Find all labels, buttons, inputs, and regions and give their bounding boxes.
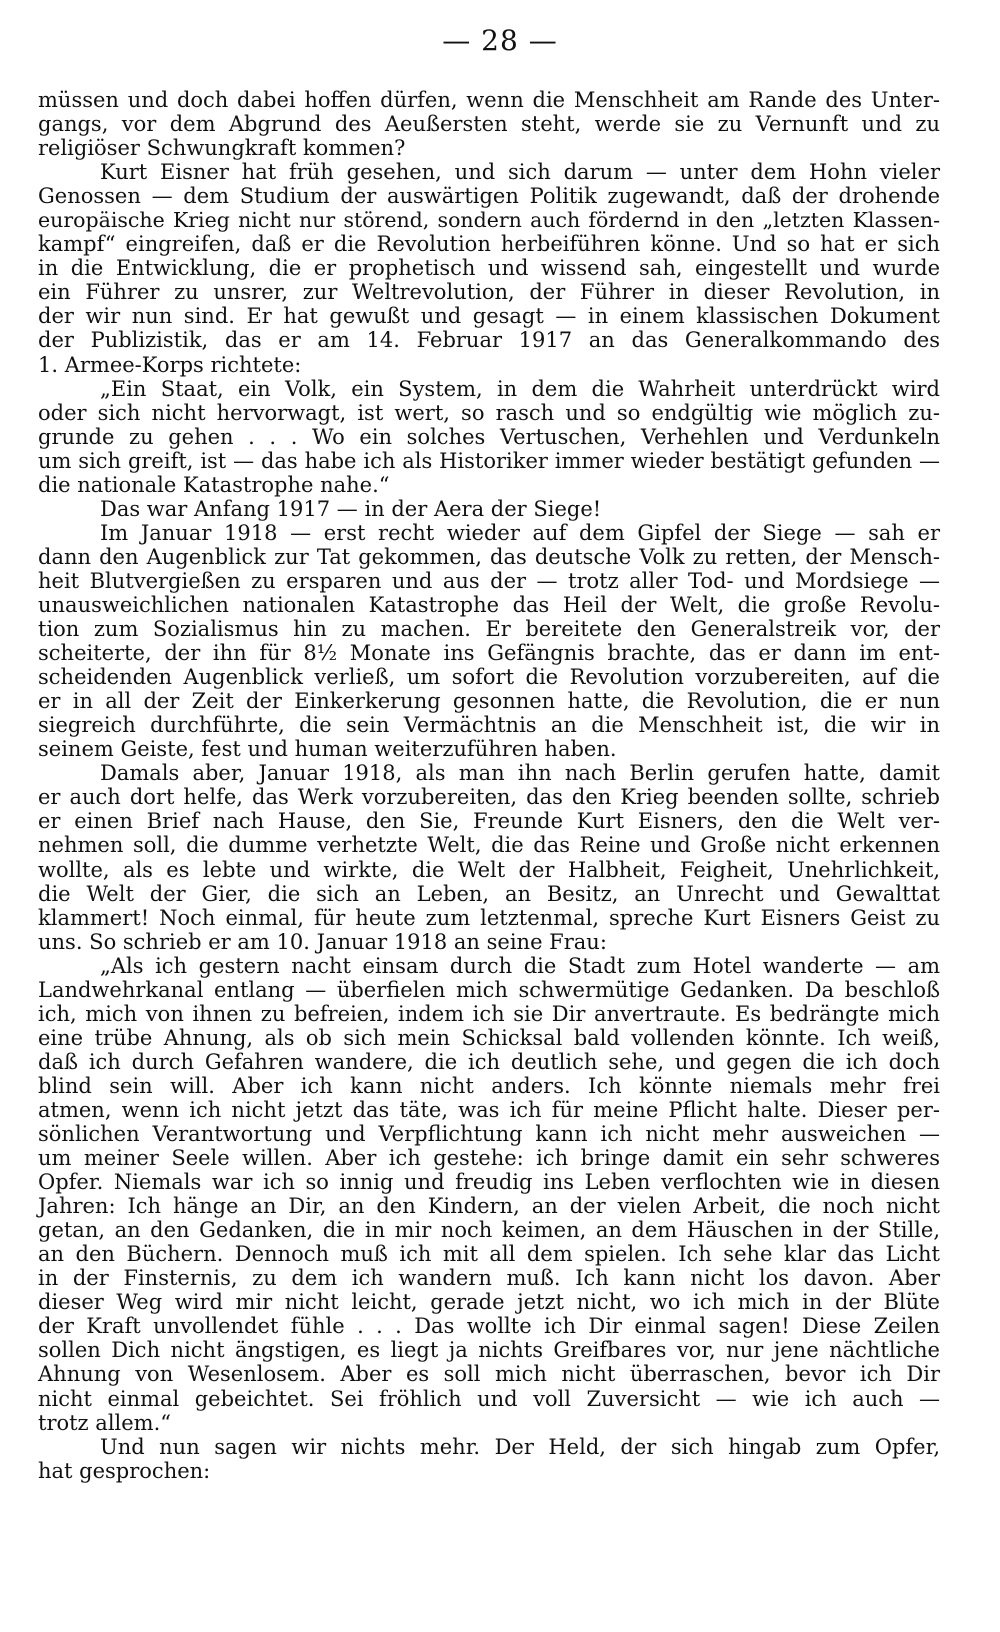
text-line: scheiterte, der ihn für 8½ Monate ins Gefängnis brachte, das er dann im ent- bbox=[38, 641, 940, 666]
quote-line: oder sich nicht hervorwagt, ist wert, so rasch und so endgültig wie möglich zu- bbox=[38, 400, 940, 425]
quote-line: der Kraft unvollendet fühle . . . Das wollte ich Dir einmal sagen! Diese Zeilen bbox=[38, 1314, 940, 1339]
quote-line: getan, an den Gedanken, die in mir noch keimen, an dem Häuschen in der Stille, bbox=[38, 1218, 940, 1243]
quote-line: sollen Dich nicht ängstigen, es liegt ja nichts Greifbares vor, nur jene nächtliche bbox=[38, 1338, 940, 1363]
quote-line: sönlichen Verantwortung und Verpflichtung kann ich nicht mehr ausweichen — bbox=[38, 1122, 940, 1147]
quote-line: blind sein will. Aber ich kann nicht anders. Ich könnte niemals mehr frei bbox=[38, 1073, 940, 1098]
text-line: die Welt der Gier, die sich an Leben, an Besitz, an Unrecht und Gewalttat bbox=[38, 881, 940, 906]
text-line: Kurt Eisner hat früh gesehen, und sich darum — unter dem Hohn vieler bbox=[100, 160, 940, 185]
quote-line: an den Büchern. Dennoch muß ich mit all dem spielen. Ich sehe klar das Licht bbox=[38, 1242, 940, 1267]
text-line: Im Januar 1918 — erst recht wieder auf dem Gipfel der Siege — sah er bbox=[100, 520, 940, 545]
text-line: klammert! Noch einmal, für heute zum letztenmal, spreche Kurt Eisners Geist zu bbox=[38, 905, 940, 930]
text-line: Genossen — dem Studium der auswärtigen Politik zugewandt, daß der drohende bbox=[38, 184, 940, 209]
text-line: er einen Brief nach Hause, den Sie, Freunde Kurt Eisners, den die Welt ver- bbox=[38, 809, 940, 834]
quote-line: dieser Weg wird mir nicht leicht, gerade jetzt nicht, wo ich mich in der Blüte bbox=[38, 1290, 940, 1315]
quote-line: „Als ich gestern nacht einsam durch die Stadt zum Hotel wanderte — am bbox=[100, 953, 940, 978]
text-line: nehmen soll, die dumme verhetzte Welt, die das Reine und Große nicht erkennen bbox=[38, 833, 940, 858]
text-line: dann den Augenblick zur Tat gekommen, das deutsche Volk zu retten, der Mensch- bbox=[38, 544, 940, 569]
quote-line: atmen, wenn ich nicht jetzt das täte, was ich für meine Pflicht halte. Dieser per- bbox=[38, 1097, 940, 1122]
text-line: scheidenden Augenblick verließ, um sofort die Revolution vorzubereiten, auf die bbox=[38, 665, 940, 690]
text-line: er auch dort helfe, das Werk vorzubereiten, das den Krieg beenden sollte, schrieb bbox=[38, 785, 940, 810]
text-line: Damals aber, Januar 1918, als man ihn nach Berlin gerufen hatte, damit bbox=[100, 761, 940, 786]
text-line: seinem Geiste, fest und human weiterzuführen haben. bbox=[38, 737, 617, 762]
text-line: heit Blutvergießen zu ersparen und aus der — trotz aller Tod- und Mordsiege — bbox=[38, 568, 940, 593]
text-line: gangs, vor dem Abgrund des Aeußersten steht, werde sie zu Vernunft und zu bbox=[38, 112, 940, 137]
quote-line: die nationale Katastrophe nahe.“ bbox=[38, 472, 390, 497]
quote-line: um sich greift, ist — das habe ich als Historiker immer wieder bestätigt gefunden — bbox=[38, 448, 940, 473]
text-line: ein Führer zu unsrer, zur Weltrevolution, der Führer in dieser Revolution, in bbox=[38, 280, 940, 305]
text-line: tion zum Sozialismus hin zu machen. Er bereitete den Generalstreik vor, der bbox=[38, 617, 940, 642]
quote-line: ich, mich von ihnen zu befreien, indem ich sie Dir anvertraute. Es bedrängte mich bbox=[38, 1001, 940, 1026]
text-line: müssen und doch dabei hoffen dürfen, wenn die Menschheit am Rande des Unter- bbox=[38, 88, 940, 112]
text-line: religiöser Schwungkraft kommen? bbox=[38, 136, 406, 161]
text-line: uns. So schrieb er am 10. Januar 1918 an seine Frau: bbox=[38, 929, 607, 954]
text-line: wollte, als es lebte und wirkte, die Welt der Halbheit, Feigheit, Unehrlichkeit, bbox=[38, 857, 940, 882]
body-text bbox=[38, 88, 940, 1483]
text-line: unausweichlichen nationalen Katastrophe das Heil der Welt, die große Revolu- bbox=[38, 592, 940, 617]
quote-line: Opfer. Niemals war ich so innig und freudig ins Leben verflochten wie in diesen bbox=[38, 1170, 940, 1195]
quote-line: Landwehrkanal entlang — überfielen mich schwermütige Gedanken. Da beschloß bbox=[38, 977, 940, 1002]
quote-line: „Ein Staat, ein Volk, ein System, in dem die Wahrheit unterdrückt wird bbox=[100, 376, 940, 401]
quote-line: daß ich durch Gefahren wandere, die ich deutlich sehe, und gegen die ich doch bbox=[38, 1049, 940, 1074]
quote-line: um meiner Seele willen. Aber ich gestehe: ich bringe damit ein sehr schweres bbox=[38, 1146, 940, 1171]
text-line: der wir nun sind. Er hat gewußt und gesagt — in einem klassischen Dokument bbox=[38, 304, 940, 329]
text-line: kampf“ eingreifen, daß er die Revolution herbeiführen könne. Und so hat er sich bbox=[38, 232, 940, 257]
text-line: siegreich durchführte, die sein Vermächtnis an die Menschheit ist, die wir in bbox=[38, 713, 940, 738]
text-line: europäische Krieg nicht nur störend, sondern auch fördernd in den „letzten Klassen- bbox=[38, 208, 940, 233]
quote-line: trotz allem.“ bbox=[38, 1410, 172, 1435]
text-line: hat gesprochen: bbox=[38, 1458, 211, 1483]
page-number: — 28 — bbox=[442, 24, 558, 57]
text-line: Das war Anfang 1917 — in der Aera der Siege! bbox=[100, 496, 602, 521]
text-line: in die Entwicklung, die er prophetisch und wissend sah, eingestellt und wurde bbox=[38, 256, 940, 281]
quote-line: grunde zu gehen . . . Wo ein solches Vertuschen, Verhehlen und Verdunkeln bbox=[38, 424, 940, 449]
quote-line: Jahren: Ich hänge an Dir, an den Kindern, an der vielen Arbeit, die noch nicht bbox=[38, 1194, 940, 1219]
quote-line: eine trübe Ahnung, als ob sich mein Schicksal bald vollenden könnte. Ich weiß, bbox=[38, 1025, 940, 1050]
text-line: Und nun sagen wir nichts mehr. Der Held, der sich hingab zum Opfer, bbox=[100, 1434, 940, 1459]
quote-line: nicht einmal gebeichtet. Sei fröhlich und voll Zuversicht — wie ich auch — bbox=[38, 1386, 940, 1411]
text-line: der Publizistik, das er am 14. Februar 1917 an das Generalkommando des bbox=[38, 328, 940, 353]
quote-line: Ahnung von Wesenlosem. Aber es soll mich nicht überraschen, bevor ich Dir bbox=[38, 1362, 940, 1387]
text-line: 1. Armee-Korps richtete: bbox=[38, 352, 302, 377]
quote-line: in der Finsternis, zu dem ich wandern muß. Ich kann nicht los davon. Aber bbox=[38, 1266, 940, 1291]
text-line: er in all der Zeit der Einkerkerung gesonnen hatte, die Revolution, die er nun bbox=[38, 689, 940, 714]
